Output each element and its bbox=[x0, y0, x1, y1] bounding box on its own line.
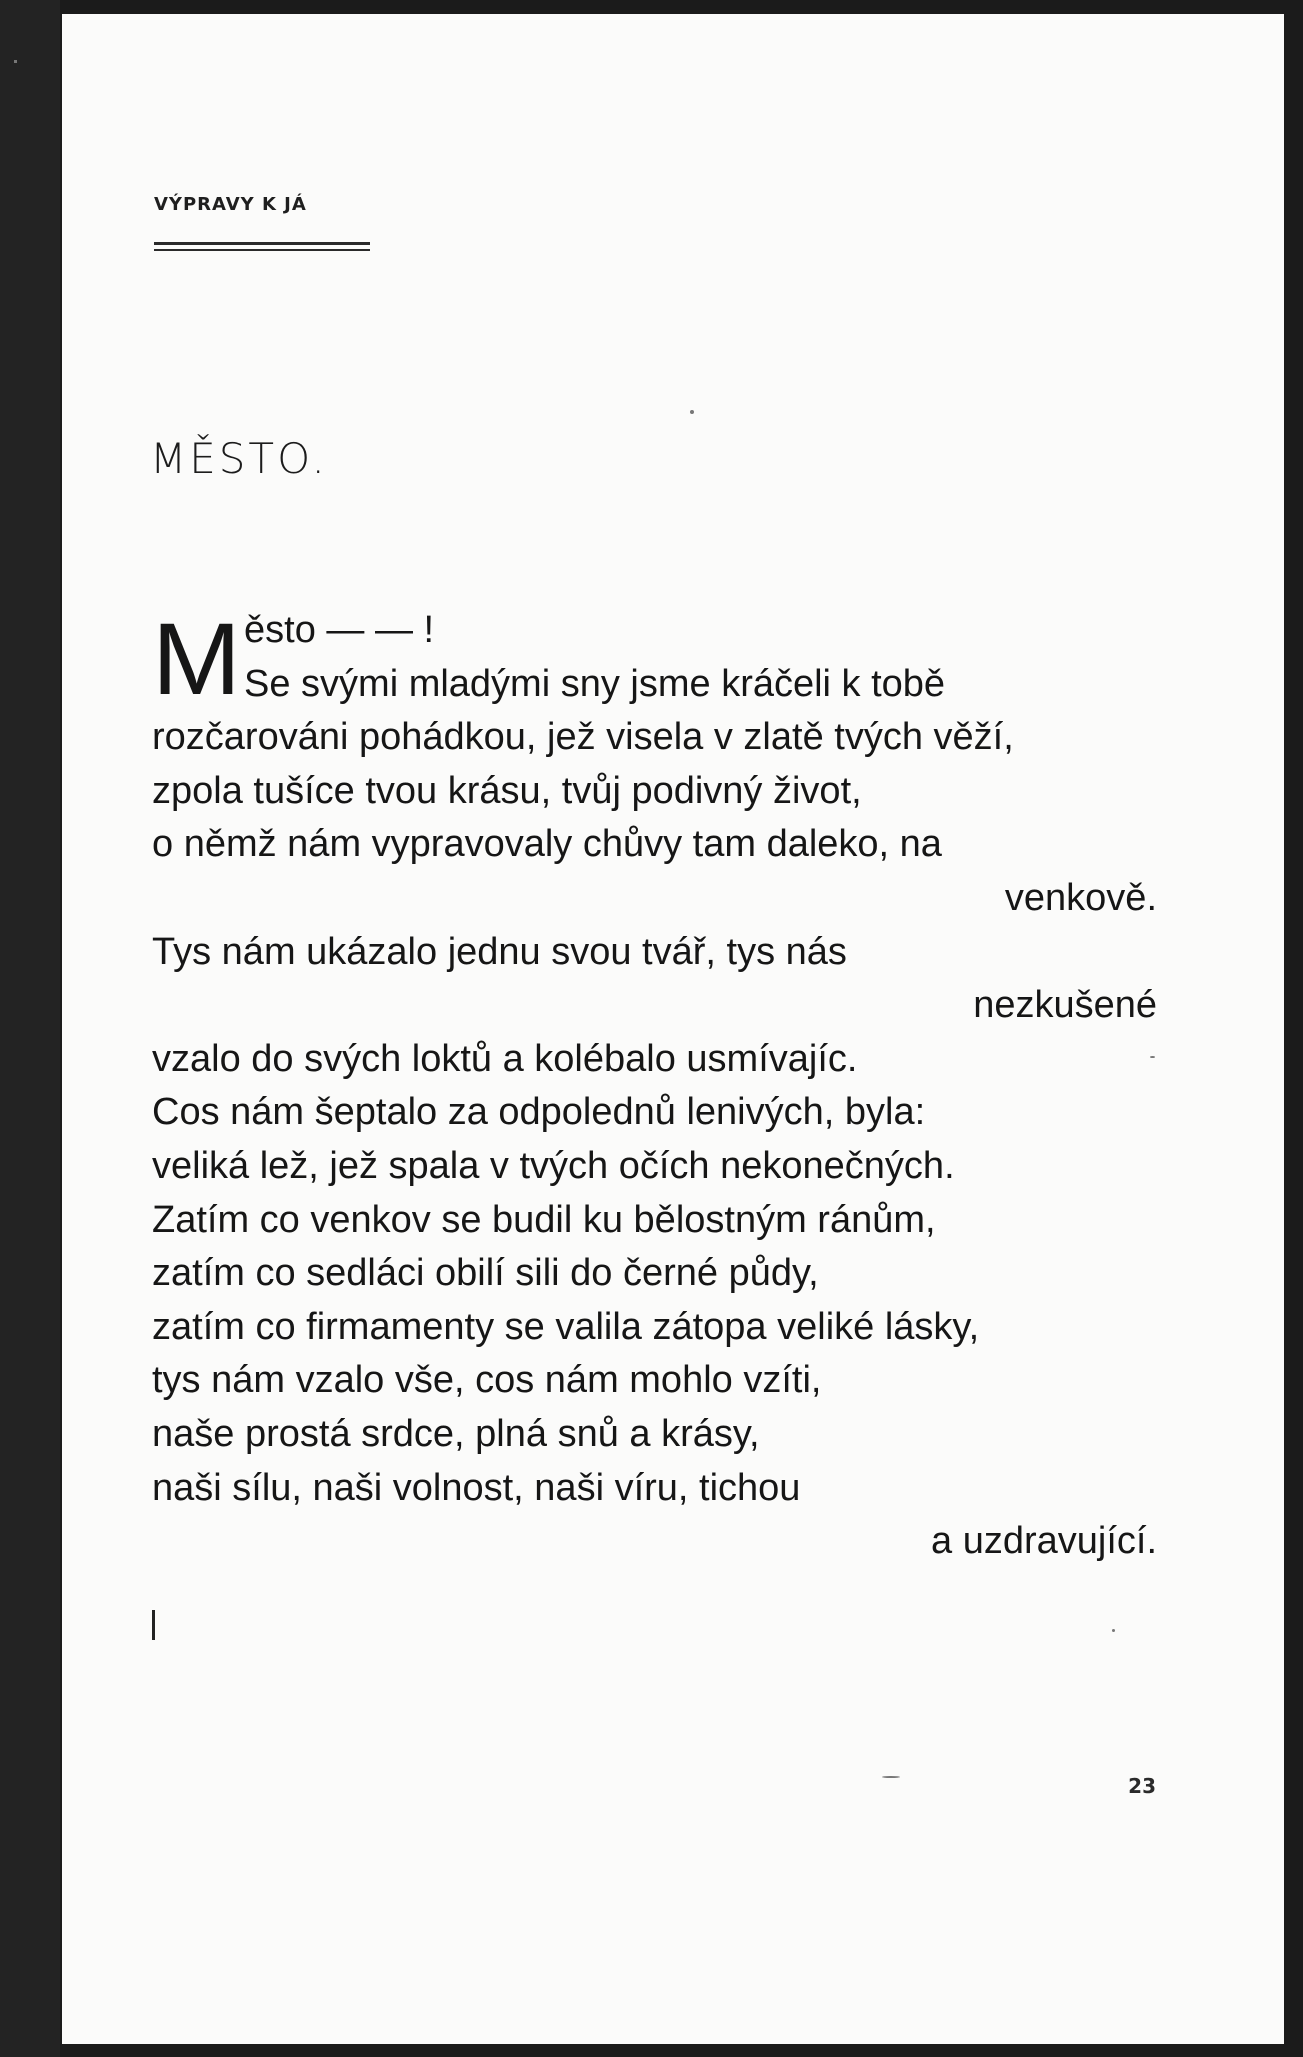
poem-line: rozčarováni pohádkou, jež visela v zlatě tvých věží, bbox=[152, 716, 1014, 759]
poem-line: Tys nám ukázalo jednu svou tvář, tys nás bbox=[152, 930, 847, 973]
poem-line: zatím co firmamenty se valila zátopa veliké lásky, bbox=[152, 1305, 980, 1348]
poem-line: naše prostá srdce, plná snů a krásy, bbox=[152, 1412, 760, 1455]
poem-body bbox=[152, 604, 1212, 1569]
poem-line: venkově. bbox=[1004, 876, 1157, 919]
scan-speck bbox=[1150, 1056, 1155, 1058]
scan-speck bbox=[1112, 1629, 1115, 1632]
poem-title: MĚSTO. bbox=[150, 434, 328, 483]
poem-line: Zatím co venkov se budil ku bělostným ránům, bbox=[152, 1198, 936, 1241]
poem-line: naši sílu, naši volnost, naši víru, tichou bbox=[152, 1466, 801, 1509]
poem-line: nezkušené bbox=[973, 984, 1157, 1027]
poem-line: ěsto — — ! bbox=[244, 609, 435, 651]
poem-line: Se svými mladými sny jsme kráčeli k tobě bbox=[244, 662, 946, 705]
page-sheet bbox=[62, 14, 1284, 2044]
poem-line: veliká lež, jež spala v tvých očích nekonečných. bbox=[152, 1144, 955, 1187]
scan-speck bbox=[690, 410, 694, 414]
poem-line: Cos nám šeptalo za odpolednů lenivých, byla: bbox=[152, 1091, 926, 1134]
scan-speck bbox=[882, 1776, 900, 1778]
poem-line: tys nám vzalo vše, cos nám mohlo vzíti, bbox=[152, 1359, 822, 1402]
poem-line: zatím co sedláci obilí sili do černé půdy, bbox=[152, 1252, 819, 1295]
book-spine-edge bbox=[0, 0, 60, 2057]
running-header: VÝPRAVY K JÁ bbox=[154, 194, 307, 215]
poem-line: zpola tušíce tvou krásu, tvůj podivný život, bbox=[152, 769, 862, 812]
poem-line: vzalo do svých loktů a kolébalo usmívajíc. bbox=[152, 1037, 858, 1080]
margin-mark bbox=[152, 1610, 155, 1640]
poem-line: o němž nám vypravovaly chůvy tam daleko, na bbox=[152, 823, 942, 866]
poem-line: a uzdravující. bbox=[931, 1520, 1157, 1563]
scan-speck bbox=[14, 60, 17, 63]
page-number: 23 bbox=[1128, 1774, 1156, 1798]
drop-cap: M bbox=[151, 602, 242, 716]
header-rule-top bbox=[154, 242, 370, 245]
header-rule-bottom bbox=[154, 249, 370, 251]
